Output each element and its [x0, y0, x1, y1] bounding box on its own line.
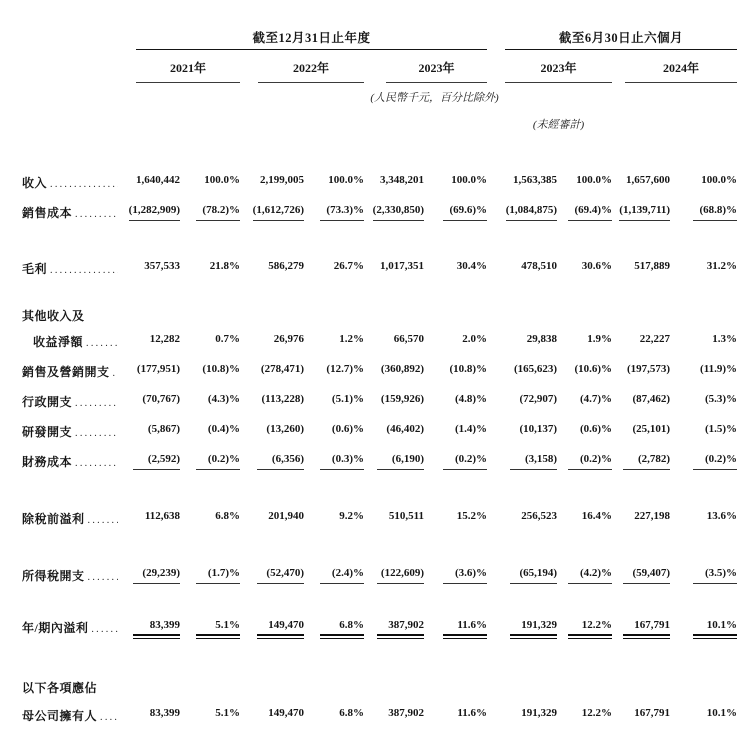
percent-value: (4.3)% — [207, 393, 240, 406]
percent-value: (10.6)% — [574, 363, 613, 376]
percent-value: 11.6% — [457, 707, 488, 720]
table-row — [0, 503, 737, 533]
section-heading-row — [0, 675, 737, 700]
percent-value: 30.6% — [581, 260, 613, 273]
amount-value: 517,889 — [634, 260, 671, 273]
amount-value: 149,470 — [257, 618, 304, 636]
amount-value: (46,402) — [386, 423, 424, 436]
amount-value: (165,623) — [513, 363, 558, 376]
column-gap — [487, 326, 505, 356]
amount-value: (1,139,711) — [619, 203, 670, 220]
row-label: 財務成本 — [22, 454, 73, 469]
year-header-2023: 2023年 — [418, 61, 455, 75]
percent-value: 1.3% — [712, 333, 738, 346]
section-heading: 以下各項應佔 — [22, 681, 98, 695]
amount-value: 478,510 — [521, 260, 558, 273]
year-header-2021: 2021年 — [169, 61, 206, 75]
amount-value: (6,356) — [257, 452, 304, 469]
percent-value: 12.2% — [581, 707, 613, 720]
percent-value: (11.9)% — [700, 363, 738, 376]
percent-value: (10.8)% — [202, 363, 240, 376]
amount-value: 387,902 — [388, 707, 424, 720]
percent-value: (78.2)% — [196, 203, 240, 220]
percent-value: 100.0% — [701, 174, 738, 187]
percent-value: 100.0% — [204, 174, 240, 187]
amount-value: 201,940 — [268, 510, 304, 523]
period-group-title-annual: 截至12月31日止年度 — [252, 31, 371, 45]
percent-value: (4.8)% — [454, 393, 488, 406]
percent-value: (1.5)% — [704, 423, 738, 436]
amount-value: 227,198 — [634, 510, 671, 523]
dot-leader — [113, 368, 118, 379]
column-gap — [487, 503, 505, 533]
amount-value: (1,282,909) — [129, 203, 180, 220]
amount-value: 3,348,201 — [380, 174, 424, 187]
spacer-row — [0, 642, 737, 675]
percent-value: 0.7% — [215, 333, 240, 346]
table-row — [0, 356, 737, 386]
percent-value: (0.6)% — [579, 423, 613, 436]
percent-value: 2.0% — [462, 333, 488, 346]
percent-value: 100.0% — [328, 174, 364, 187]
table-row — [0, 253, 737, 283]
table-row — [0, 446, 737, 476]
table-row — [0, 700, 737, 730]
percent-value: 6.8% — [320, 618, 364, 636]
amount-value: 2,199,005 — [260, 174, 304, 187]
dot-leader — [86, 338, 118, 349]
row-label: 所得稅開支 — [22, 568, 85, 583]
dot-leader — [88, 515, 118, 526]
amount-value: (70,767) — [142, 393, 180, 406]
amount-value: 12,282 — [149, 333, 180, 346]
amount-value: (113,228) — [261, 393, 304, 406]
dot-leader — [100, 712, 118, 723]
dot-leader — [75, 398, 118, 409]
section-heading-row — [0, 304, 737, 326]
amount-value: 112,638 — [144, 510, 180, 523]
column-gap — [487, 700, 505, 730]
table-row — [0, 560, 737, 590]
spacer-row — [0, 590, 737, 612]
percent-value: 6.8% — [339, 707, 364, 720]
percent-value: 12.2% — [568, 618, 612, 636]
dot-leader — [91, 624, 118, 635]
row-label: 收入 — [22, 175, 48, 190]
year-header-2024-interim: 2024年 — [663, 61, 700, 75]
percent-value: 9.2% — [339, 510, 364, 523]
percent-value: 16.4% — [581, 510, 613, 523]
amount-value: (197,573) — [626, 363, 671, 376]
amount-value: (159,926) — [380, 393, 424, 406]
amount-value: (87,462) — [632, 393, 671, 406]
percent-value: (3.5)% — [693, 566, 737, 583]
column-gap — [487, 253, 505, 283]
percent-value: (69.4)% — [568, 203, 612, 220]
percent-value: (0.3)% — [320, 452, 364, 469]
percent-value: 100.0% — [451, 174, 488, 187]
spacer-row — [0, 476, 737, 503]
year-header-2022: 2022年 — [292, 61, 329, 75]
amount-value: 256,523 — [521, 510, 558, 523]
dot-leader — [50, 265, 118, 276]
row-label: 銷售及營銷開支 — [22, 364, 110, 379]
percent-value: (4.2)% — [568, 566, 612, 583]
column-gap — [487, 386, 505, 416]
amount-value: (1,612,726) — [253, 203, 304, 220]
amount-value: (25,101) — [632, 423, 671, 436]
dot-leader — [75, 209, 118, 220]
amount-value: (2,592) — [133, 452, 180, 469]
amount-value: (122,609) — [377, 566, 424, 583]
amount-value: (360,892) — [380, 363, 424, 376]
dot-leader — [75, 428, 118, 439]
percent-value: (1.4)% — [454, 423, 488, 436]
financial-table — [0, 8, 737, 730]
amount-value: 167,791 — [634, 707, 671, 720]
section-heading: 其他收入及 — [22, 308, 85, 323]
amount-value: 387,902 — [377, 618, 424, 636]
amount-value: (2,330,850) — [373, 203, 424, 220]
percent-value: 11.6% — [443, 618, 487, 636]
amount-value: 1,017,351 — [380, 260, 424, 273]
row-label: 除稅前溢利 — [22, 511, 85, 526]
percent-value: (69.6)% — [443, 203, 487, 220]
percent-value: 31.2% — [706, 260, 738, 273]
spacer-row — [0, 533, 737, 560]
table-row — [0, 416, 737, 446]
period-group-header-row — [0, 8, 737, 50]
amount-value: (29,239) — [133, 566, 180, 583]
amount-value: (72,907) — [519, 393, 558, 406]
percent-value: (2.4)% — [320, 566, 364, 583]
percent-value: (5.3)% — [704, 393, 738, 406]
amount-value: 149,470 — [268, 707, 304, 720]
row-label: 母公司擁有人 — [22, 708, 98, 723]
percent-value: 1.9% — [587, 333, 613, 346]
table-row — [0, 612, 737, 642]
amount-value: 83,399 — [149, 707, 180, 720]
column-gap — [487, 446, 505, 476]
unit-note-row — [0, 83, 737, 111]
spacer-row — [0, 283, 737, 304]
table-row — [0, 386, 737, 416]
amount-value: 29,838 — [526, 333, 558, 346]
percent-value: (0.2)% — [196, 452, 240, 469]
unaudited-note-row — [0, 111, 737, 137]
percent-value: (73.3)% — [320, 203, 364, 220]
year-header-row — [0, 50, 737, 83]
column-gap — [487, 197, 505, 227]
percent-value: 26.7% — [333, 260, 364, 273]
percent-value: (0.2)% — [443, 452, 487, 469]
amount-value: 83,399 — [133, 618, 180, 636]
amount-value: (65,194) — [510, 566, 557, 583]
percent-value: 100.0% — [576, 174, 613, 187]
percent-value: 21.8% — [209, 260, 240, 273]
amount-value: 22,227 — [639, 333, 671, 346]
percent-value: (0.2)% — [693, 452, 737, 469]
amount-value: 167,791 — [623, 618, 670, 636]
amount-value: (177,951) — [136, 363, 180, 376]
amount-value: (52,470) — [257, 566, 304, 583]
year-header-2023-interim: 2023年 — [540, 61, 577, 75]
table-row — [0, 326, 737, 356]
row-label: 年/期內溢利 — [22, 620, 89, 635]
amount-value: 191,329 — [521, 707, 558, 720]
row-label: 毛利 — [22, 261, 48, 276]
percent-value: (68.8)% — [693, 203, 737, 220]
percent-value: 6.8% — [215, 510, 240, 523]
period-group-title-interim: 截至6月30日止六個月 — [558, 31, 684, 45]
percent-value: (0.4)% — [207, 423, 240, 436]
percent-value: 5.1% — [196, 618, 240, 636]
percent-value: (1.7)% — [196, 566, 240, 583]
column-gap — [487, 560, 505, 590]
amount-value: (3,158) — [510, 452, 557, 469]
percent-value: 30.4% — [456, 260, 488, 273]
dot-leader — [50, 179, 118, 190]
spacer-row — [0, 137, 737, 167]
row-label: 研發開支 — [22, 424, 73, 439]
percent-value: 5.1% — [215, 707, 240, 720]
amount-value: (59,407) — [623, 566, 670, 583]
column-gap — [487, 356, 505, 386]
table-row — [0, 197, 737, 227]
percent-value: 10.1% — [693, 618, 737, 636]
percent-value: (10.8)% — [449, 363, 488, 376]
currency-unit-note: (人民幣千元，百分比除外) — [370, 92, 499, 104]
percent-value: 10.1% — [706, 707, 738, 720]
percent-value: (5.1)% — [331, 393, 364, 406]
amount-value: (278,471) — [260, 363, 304, 376]
amount-value: 1,640,442 — [136, 174, 180, 187]
amount-value: (6,190) — [377, 452, 424, 469]
amount-value: (13,260) — [266, 423, 304, 436]
amount-value: 1,657,600 — [626, 174, 671, 187]
amount-value: (1,084,875) — [506, 203, 557, 220]
percent-value: 13.6% — [706, 510, 738, 523]
dot-leader — [75, 458, 118, 469]
amount-value: (2,782) — [623, 452, 670, 469]
unaudited-note: (未經審計) — [532, 119, 585, 131]
amount-value: 26,976 — [273, 333, 304, 346]
amount-value: 191,329 — [510, 618, 557, 636]
percent-value: (4.7)% — [579, 393, 613, 406]
amount-value: 357,533 — [144, 260, 180, 273]
amount-value: (5,867) — [147, 423, 180, 436]
dot-leader — [88, 572, 118, 583]
percent-value: 1.2% — [339, 333, 364, 346]
spacer-row — [0, 227, 737, 253]
percent-value: (0.6)% — [331, 423, 364, 436]
amount-value: 586,279 — [268, 260, 304, 273]
percent-value: 15.2% — [456, 510, 488, 523]
row-label: 收益淨額 — [33, 334, 84, 349]
row-label: 行政開支 — [22, 394, 73, 409]
percent-value: (3.6)% — [443, 566, 487, 583]
column-gap — [487, 612, 505, 642]
table-row — [0, 167, 737, 197]
percent-value: (0.2)% — [568, 452, 612, 469]
row-label: 銷售成本 — [22, 205, 73, 220]
column-gap — [487, 416, 505, 446]
amount-value: 510,511 — [388, 510, 424, 523]
column-gap — [487, 167, 505, 197]
percent-value: (12.7)% — [326, 363, 364, 376]
amount-value: (10,137) — [519, 423, 558, 436]
amount-value: 1,563,385 — [513, 174, 558, 187]
amount-value: 66,570 — [393, 333, 424, 346]
